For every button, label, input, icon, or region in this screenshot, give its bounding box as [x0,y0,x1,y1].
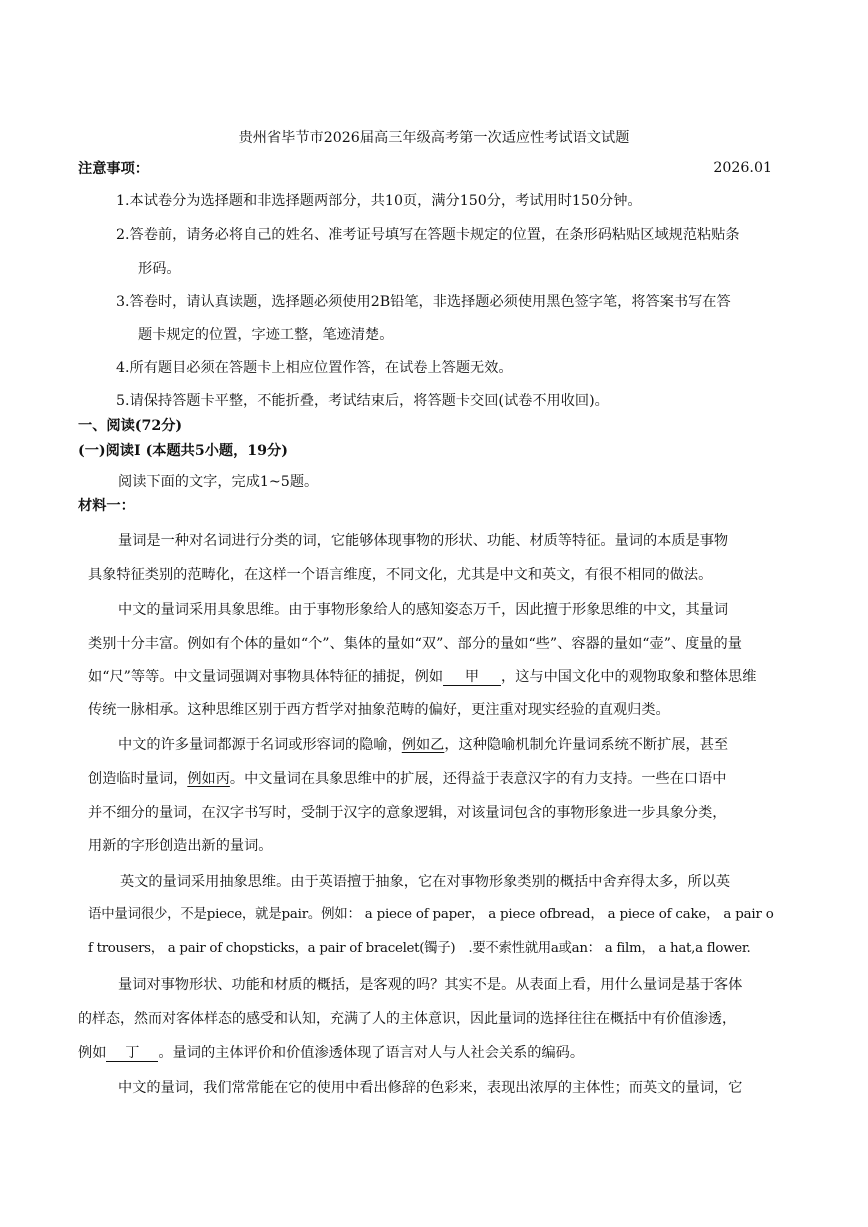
notice-item: 5.请保持答题卡平整，不能折叠，考试结束后，将答题卡交回(试卷不用收回)。 [116,393,609,409]
material-label: 材料一： [78,498,135,514]
document-title: 贵州省毕节市2026届高三年级高考第一次适应性考试语文试题 [238,130,630,146]
paragraph-line [118,736,728,754]
paragraph-line: 量词是一种对名词进行分类的词，它能够体现事物的形状、功能、材质等特征。量词的本质是事物 [118,533,729,549]
exam-date: 2026.01 [713,160,772,176]
fill-blank-ding: 丁 [106,1046,158,1062]
notice-heading: 注意事项： [78,161,149,177]
paragraph-line: 的样态，然而对客体样态的感受和认知，充满了人的主体意识，因此量词的选择往往在概括中有价值渗透， [78,1011,736,1027]
paragraph-line: f trousers， a pair of chopsticks，a pair of bracelet(镯子) .要不索性就用a或an： a film， a hat,a flower. [88,941,751,956]
paragraph-line: 具象特征类别的范畴化，在这样一个语言维度，不同文化，尤其是中文和英文，有很不相同的做法。 [88,567,713,583]
paragraph-line: 类别十分丰富。例如有个体的量如“个”、集体的量如“双”、部分的量如“些”、容器的量如“壶”、度量的量 [88,636,742,652]
text-segment: 中文的许多量词都源于名词或形容词的隐喻， [118,737,402,753]
paragraph-line: 传统一脉相承。这种思维区别于西方哲学对抽象范畴的偏好，更注重对现实经验的直观归类。 [88,702,670,718]
notice-item: 1.本试卷分为选择题和非选择题两部分，共10页，满分150分，考试用时150分钟。 [116,193,642,209]
paragraph-line [78,1044,584,1062]
underlined-example-bing: 例如丙 [187,771,230,787]
paragraph-line [88,668,756,686]
fill-blank-jia: 甲 [443,670,501,686]
paragraph-line [88,770,726,788]
notice-item: 2.答卷前，请务必将自己的姓名、准考证号填写在答题卡规定的位置，在条形码粘贴区域规范粘贴条 [116,227,740,243]
notice-item: 4.所有题目必须在答题卡上相应位置作答，在试卷上答题无效。 [116,360,513,376]
paragraph-line: 用新的字形创造出新的量词。 [88,838,273,854]
paragraph-line: 英文的量词采用抽象思维。由于英语擅于抽象，它在对事物形象类别的概括中舍弃得太多，所以英 [120,874,731,890]
text-segment: 如“尺”等等。中文量词强调对事物具体特征的捕捉，例如 [88,669,444,685]
notice-item: 3.答卷时，请认真读题，选择题必须使用2B铅笔，非选择题必须使用黑色签字笔，将答案书写在答 [116,294,731,310]
text-segment: ，这与中国文化中的观物取象和整体思维 [501,669,757,685]
text-segment: 。量词的主体评价和价值渗透体现了语言对人与人社会关系的编码。 [158,1045,585,1061]
underlined-example-yi: 例如乙 [401,737,445,753]
paragraph-line: 中文的量词采用具象思维。由于事物形象给人的感知姿态万千，因此擅于形象思维的中文，其量词 [118,602,729,618]
text-segment: 创造临时量词， [88,771,188,787]
instruction-text: 阅读下面的文字，完成1~5题。 [118,474,319,490]
section-heading: 一、阅读(72分) [78,418,183,434]
paragraph-line: 中文的量词，我们常常能在它的使用中看出修辞的色彩来，表现出浓厚的主体性；而英文的量词，它 [118,1080,743,1096]
text-segment: 例如 [78,1045,107,1061]
paragraph-line: 量词对事物形状、功能和材质的概括，是客观的吗？其实不是。从表面上看，用什么量词是基于客体 [118,977,743,993]
paragraph-line: 语中量词很少，不是piece，就是pair。例如： a piece of paper， a piece ofbread， a piece of cake， a pair o [88,907,774,922]
subsection-heading: (一)阅读Ⅰ (本题共5小题，19分) [78,443,288,459]
text-segment: 。中文量词在具象思维中的扩展，还得益于表意汉字的有力支持。一些在口语中 [229,771,727,787]
text-segment: ，这种隐喻机制允许量词系统不断扩展，甚至 [444,737,729,753]
notice-item-cont: 形码。 [138,261,181,277]
paragraph-line: 并不细分的量词，在汉字书写时，受制于汉字的意象逻辑，对该量词包含的事物形象进一步具象分类， [88,805,727,821]
notice-item-cont: 题卡规定的位置，字迹工整，笔迹清楚。 [138,327,394,343]
